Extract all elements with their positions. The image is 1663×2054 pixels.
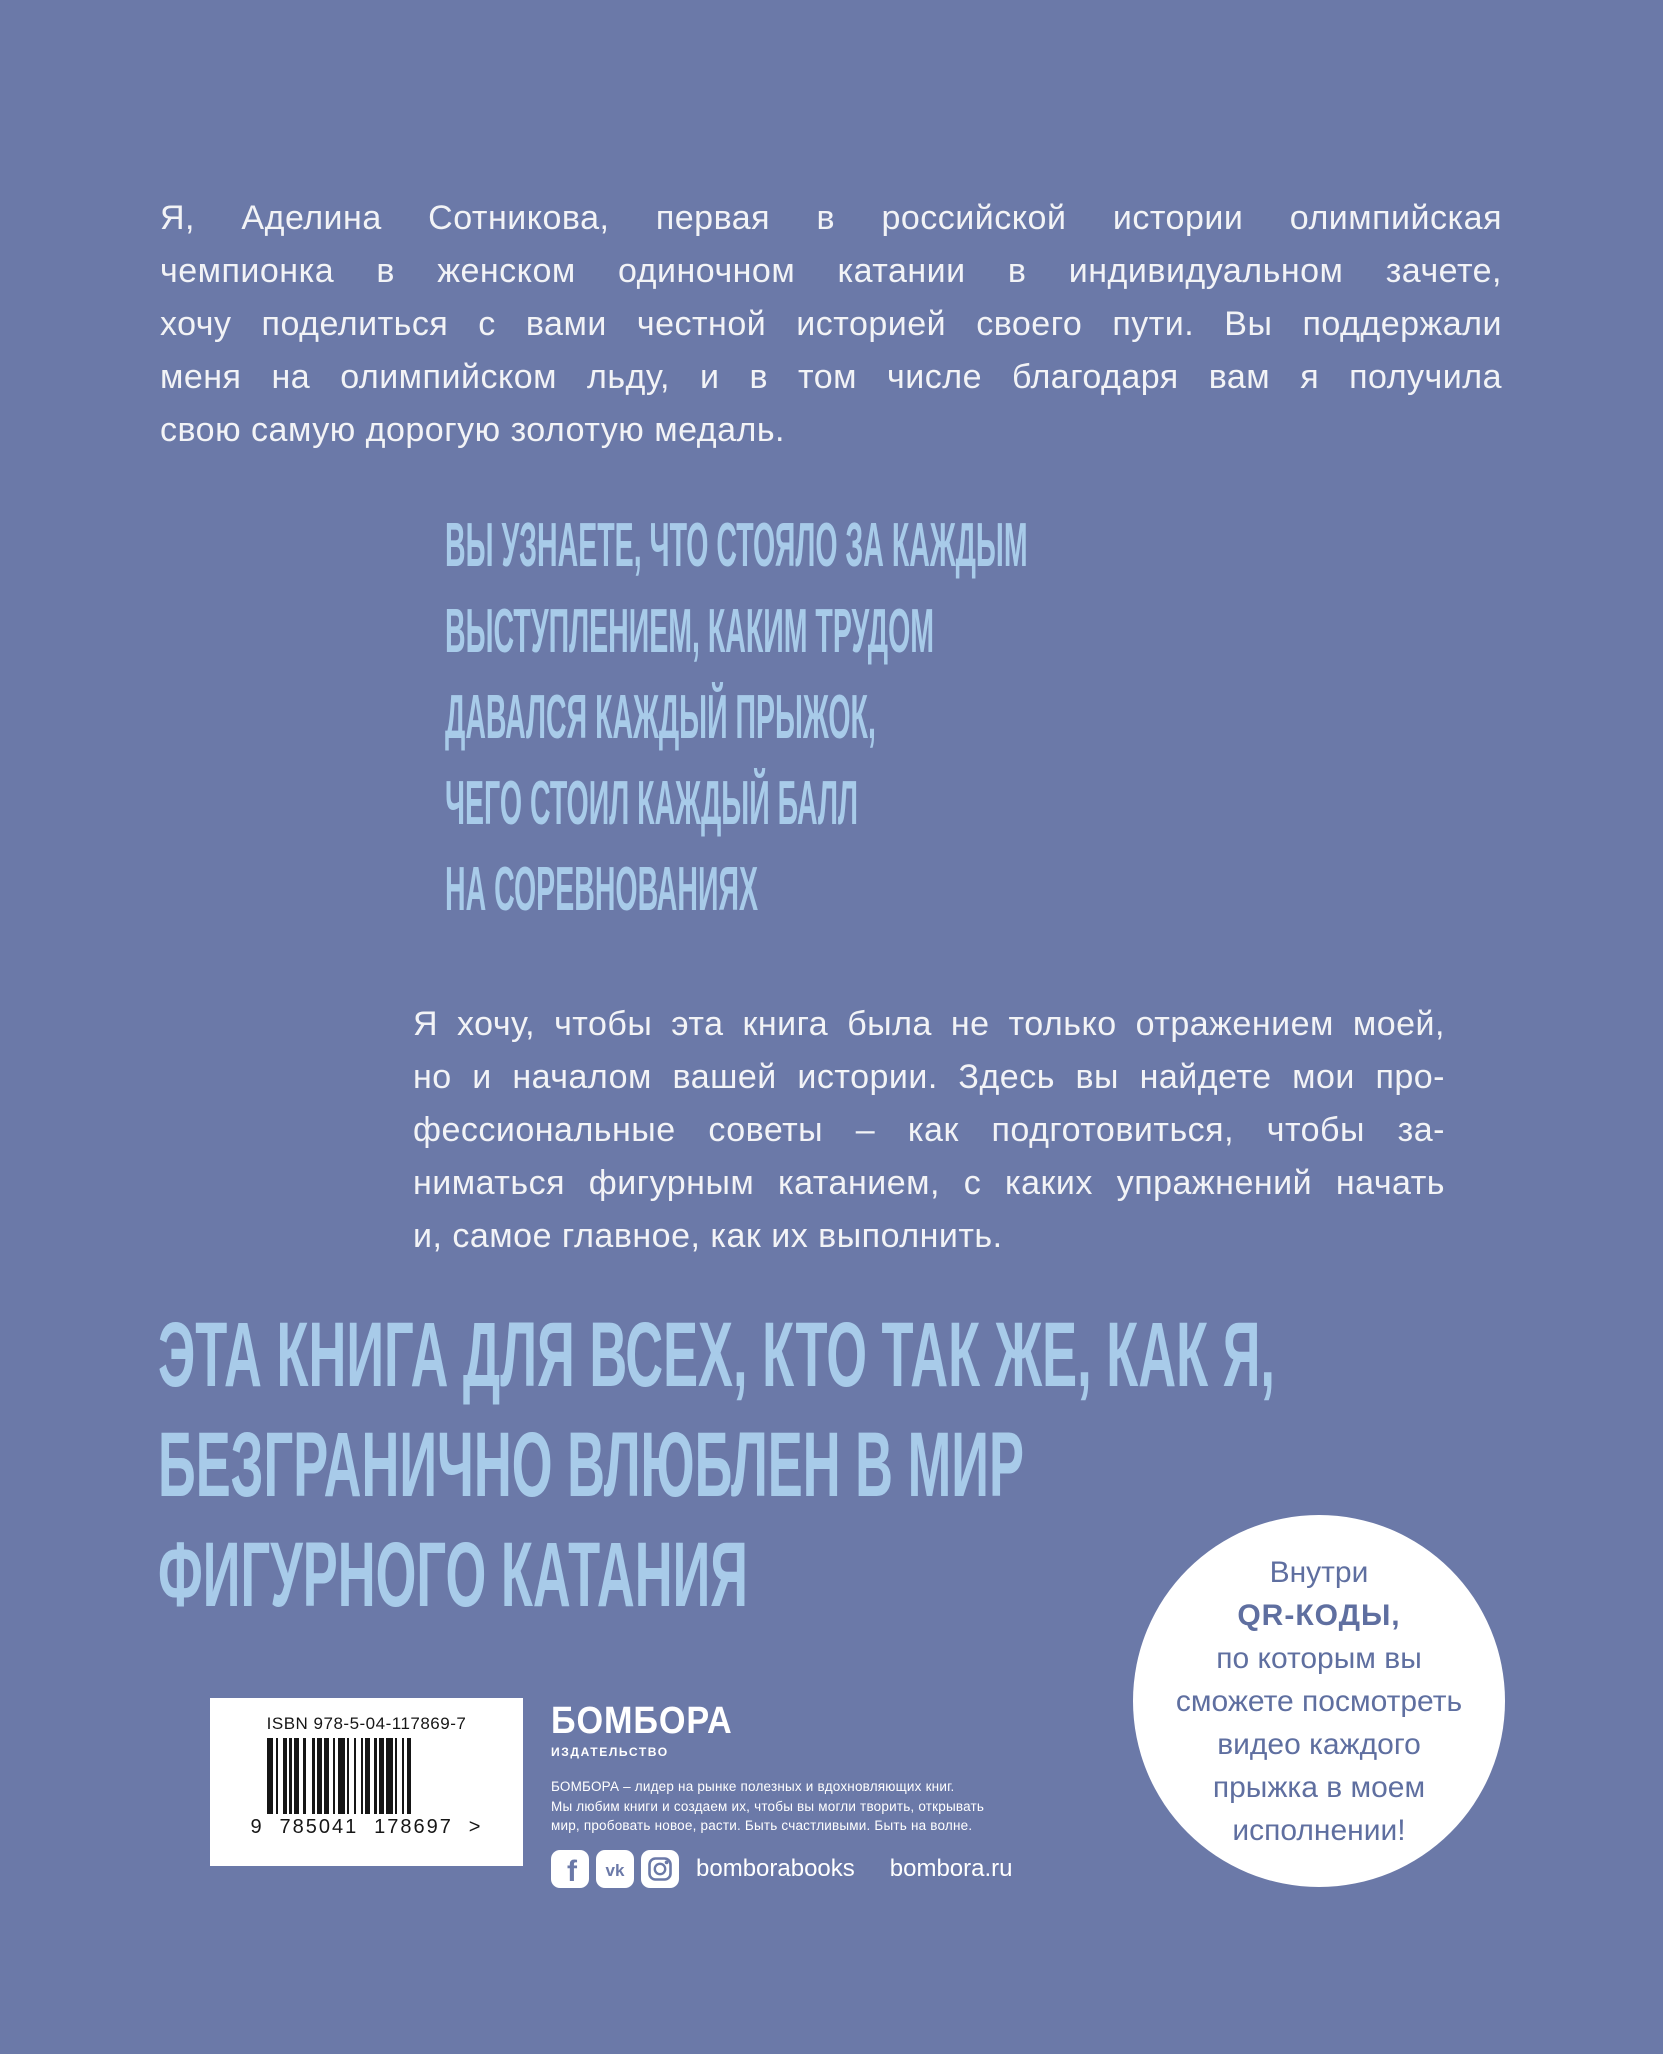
publisher-description — [551, 1777, 1013, 1836]
publisher-description-line-2: мир, пробовать новое, расти. Быть счастливыми. Быть на волне. — [551, 1818, 973, 1833]
headline-line-2: ФИГУРНОГО КАТАНИЯ — [158, 1524, 748, 1626]
advice-paragraph — [413, 998, 1445, 1263]
barcode-digit-group: 785041 — [279, 1816, 359, 1838]
barcode-digits — [251, 1816, 483, 1839]
advice-paragraph-line-4: и, самое главное, как их выполнить. — [413, 1217, 1003, 1255]
barcode-suffix: > — [468, 1816, 483, 1838]
svg-text:f: f — [567, 1854, 577, 1888]
isbn-box — [210, 1698, 523, 1866]
barcode — [267, 1738, 467, 1814]
isbn-number: ISBN 978-5-04-117869-7 — [266, 1714, 467, 1733]
highlight-block — [445, 503, 1663, 933]
publisher-block — [551, 1700, 1013, 1888]
badge-line-intro: Внутри — [1269, 1555, 1369, 1589]
barcode-digit-group: 178697 — [374, 1816, 453, 1838]
intro-paragraph-line-4: свою самую дорогую золотую медаль. — [160, 411, 785, 449]
advice-paragraph-line-1: но и началом вашей истории. Здесь вы найдете мои про- — [413, 1058, 1445, 1096]
website: bombora.ru — [889, 1854, 1013, 1882]
badge-line-qr — [1237, 1594, 1400, 1637]
badge-qr-text: QR-КОДЫ, — [1237, 1598, 1401, 1632]
badge-lines — [1176, 1637, 1462, 1852]
qr-badge — [1133, 1515, 1505, 1887]
social-handle: bomborabooks — [696, 1854, 855, 1882]
facebook-icon — [551, 1850, 589, 1888]
headline-line-0: ЭТА КНИГА ДЛЯ ВСЕХ, КТО ТАК ЖЕ, КАК Я, — [158, 1304, 1275, 1406]
intro-paragraph-line-3: меня на олимпийском льду, и в том числе благодаря вам я получила — [160, 358, 1502, 396]
highlight-block-line-1: ВЫСТУПЛЕНИЕМ, КАКИМ ТРУДОМ — [445, 597, 935, 666]
highlight-block-line-2: ДАВАЛСЯ КАЖДЫЙ ПРЫЖОК, — [445, 683, 876, 752]
highlight-block-line-0: ВЫ УЗНАЕТЕ, ЧТО СТОЯЛО ЗА КАЖДЫМ — [445, 511, 1028, 580]
publisher-description-line-1: Мы любим книги и создаем их, чтобы вы могли творить, открывать — [551, 1798, 985, 1814]
badge-lines-line-3: прыжка в моем — [1212, 1770, 1426, 1804]
advice-paragraph-line-0: Я хочу, чтобы эта книга была не только отражением моей, — [413, 1005, 1445, 1043]
badge-lines-line-2: видео каждого — [1217, 1727, 1421, 1761]
advice-paragraph-line-3: ниматься фигурным катанием, с каких упражнений начать — [413, 1164, 1445, 1202]
publisher-logo-subtitle: ИЗДАТЕЛЬСТВО — [551, 1747, 669, 1759]
social-row — [551, 1850, 1013, 1888]
highlight-block-line-3: ЧЕГО СТОИЛ КАЖДЫЙ БАЛЛ — [445, 769, 859, 838]
svg-text:vk: vk — [605, 1860, 625, 1880]
intro-paragraph-line-0: Я, Аделина Сотникова, первая в российской истории олимпийская — [160, 199, 1502, 237]
intro-paragraph-line-1: чемпионка в женском одиночном катании в индивидуальном зачете, — [160, 252, 1502, 290]
publisher-logo: БОМБОРА — [551, 1700, 733, 1742]
barcode-digit-group: 9 — [250, 1816, 264, 1838]
highlight-block-line-4: НА СОРЕВНОВАНИЯХ — [445, 855, 759, 924]
badge-lines-line-0: по которым вы — [1216, 1641, 1422, 1675]
intro-paragraph-line-2: хочу поделиться с вами честной историей своего пути. Вы поддержали — [160, 305, 1502, 343]
headline-line-1: БЕЗГРАНИЧНО ВЛЮБЛЕН В МИР — [158, 1414, 1024, 1516]
intro-paragraph — [160, 192, 1502, 457]
badge-lines-line-1: сможете посмотреть — [1175, 1684, 1463, 1718]
publisher-description-line-0: БОМБОРА – лидер на рынке полезных и вдохновляющих книг. — [551, 1779, 955, 1794]
instagram-icon — [641, 1850, 679, 1888]
advice-paragraph-line-2: фессиональные советы – как подготовиться, чтобы за- — [413, 1111, 1445, 1149]
badge-lines-line-4: исполнении! — [1232, 1813, 1406, 1847]
vk-icon — [596, 1850, 634, 1888]
